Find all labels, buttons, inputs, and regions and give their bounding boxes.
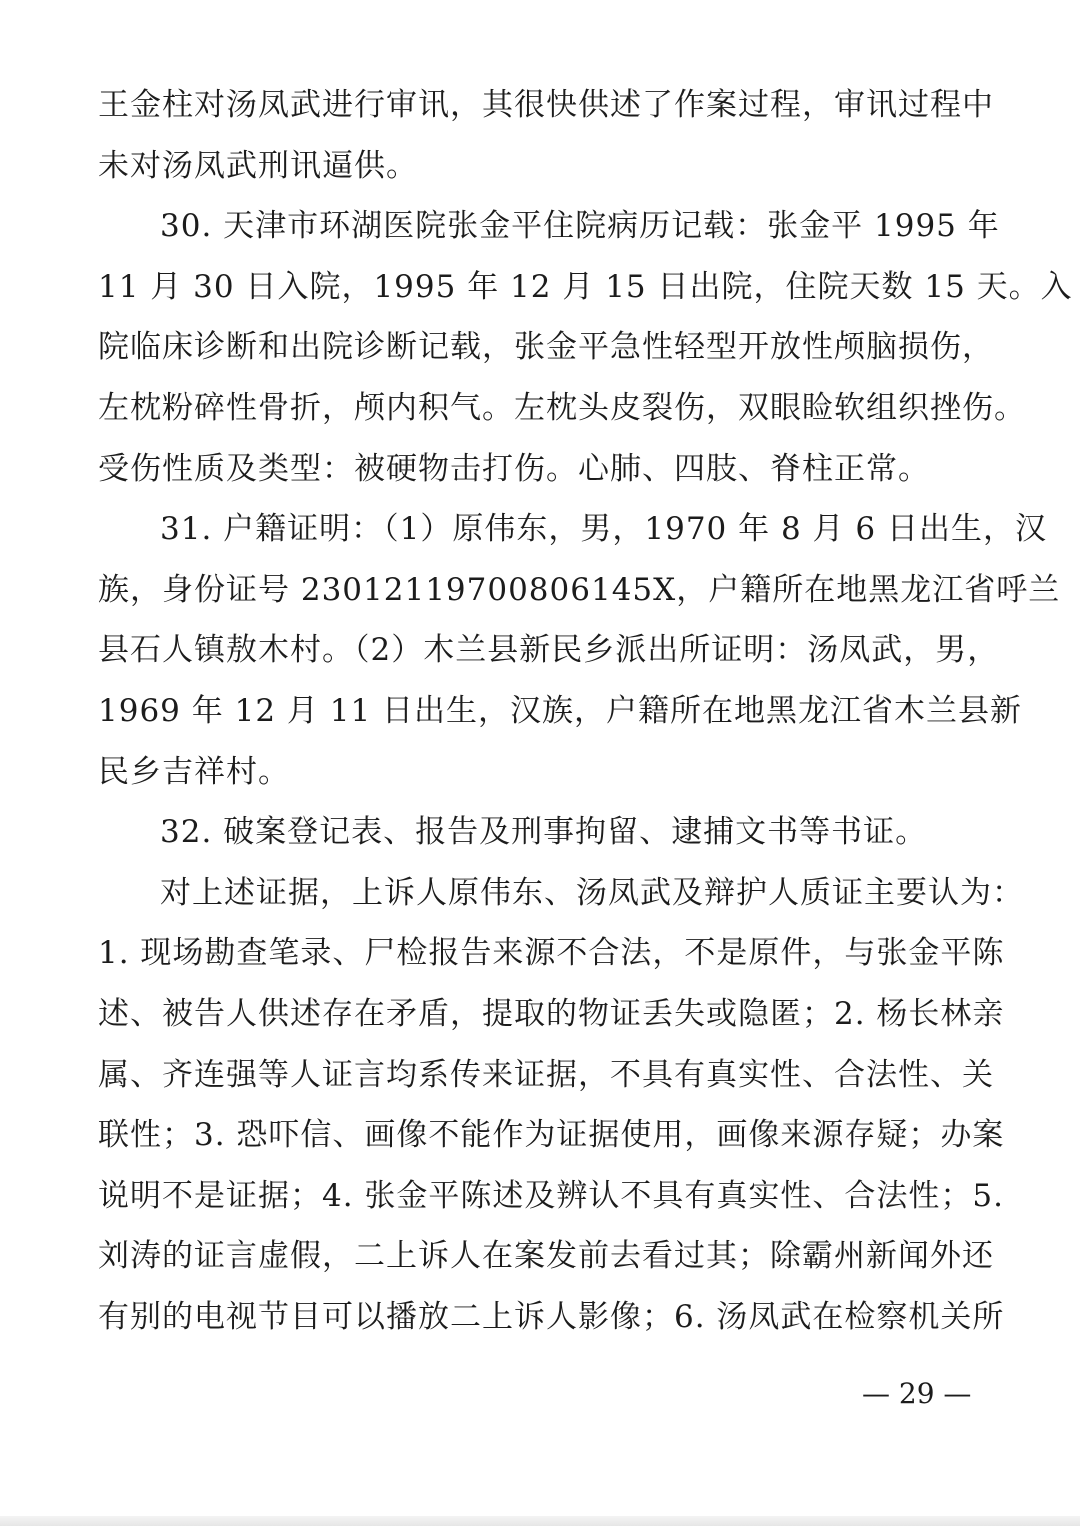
text-line: 1969 年 12 月 11 日出生，汉族，户籍所在地黑龙江省木兰县新 — [98, 692, 1023, 729]
text-line: 对上述证据，上诉人原伟东、汤凤武及辩护人质证主要认为： — [160, 874, 1024, 911]
text-line: 左枕粉碎性骨折，颅内积气。左枕头皮裂伤，双眼睑软组织挫伤。 — [98, 389, 1026, 426]
text-line: 有别的电视节目可以播放二上诉人影像；6. 汤凤武在检察机关所 — [98, 1298, 1005, 1335]
text-line: 属、齐连强等人证言均系传来证据，不具有真实性、合法性、关 — [98, 1056, 994, 1093]
page-number: — 29 — — [862, 1377, 972, 1410]
body-text — [98, 75, 1073, 1347]
text-line: 王金柱对汤凤武进行审讯，其很快供述了作案过程，审讯过程中 — [98, 87, 994, 123]
text-line: 未对汤凤武刑讯逼供。 — [98, 147, 418, 184]
text-line: 民乡吉祥村。 — [98, 753, 290, 790]
text-line: 联性；3. 恐吓信、画像不能作为证据使用，画像来源存疑；办案 — [98, 1117, 1005, 1154]
text-line: 县石人镇敖木村。（2）木兰县新民乡派出所证明：汤凤武，男， — [98, 632, 1000, 669]
text-line: 刘涛的证言虚假，二上诉人在案发前去看过其；除霸州新闻外还 — [98, 1238, 994, 1275]
text-line: 32. 破案登记表、报告及刑事拘留、逮捕文书等书证。 — [160, 814, 928, 851]
text-line: 说明不是证据；4. 张金平陈述及辨认不具有真实性、合法性；5. — [98, 1177, 1005, 1214]
page-bottom-edge — [0, 1516, 1080, 1526]
text-line: 受伤性质及类型：被硬物击打伤。心肺、四肢、脊柱正常。 — [98, 450, 930, 487]
text-line: 述、被告人供述存在矛盾，提取的物证丢失或隐匿；2. 杨长林亲 — [98, 995, 1005, 1032]
text-line: 院临床诊断和出院诊断记载，张金平急性轻型开放性颅脑损伤， — [98, 329, 994, 366]
text-line: 11 月 30 日入院，1995 年 12 月 15 日出院，住院天数 15 天。入 — [98, 268, 1073, 305]
text-line: 30. 天津市环湖医院张金平住院病历记载：张金平 1995 年 — [160, 208, 1000, 245]
text-line: 族，身份证号 23012119700806145X，户籍所在地黑龙江省呼兰 — [98, 571, 1061, 608]
text-line: 31. 户籍证明：（1）原伟东，男，1970 年 8 月 6 日出生，汉 — [160, 511, 1047, 548]
text-line: 1. 现场勘查笔录、尸检报告来源不合法，不是原件，与张金平陈 — [98, 935, 1005, 972]
